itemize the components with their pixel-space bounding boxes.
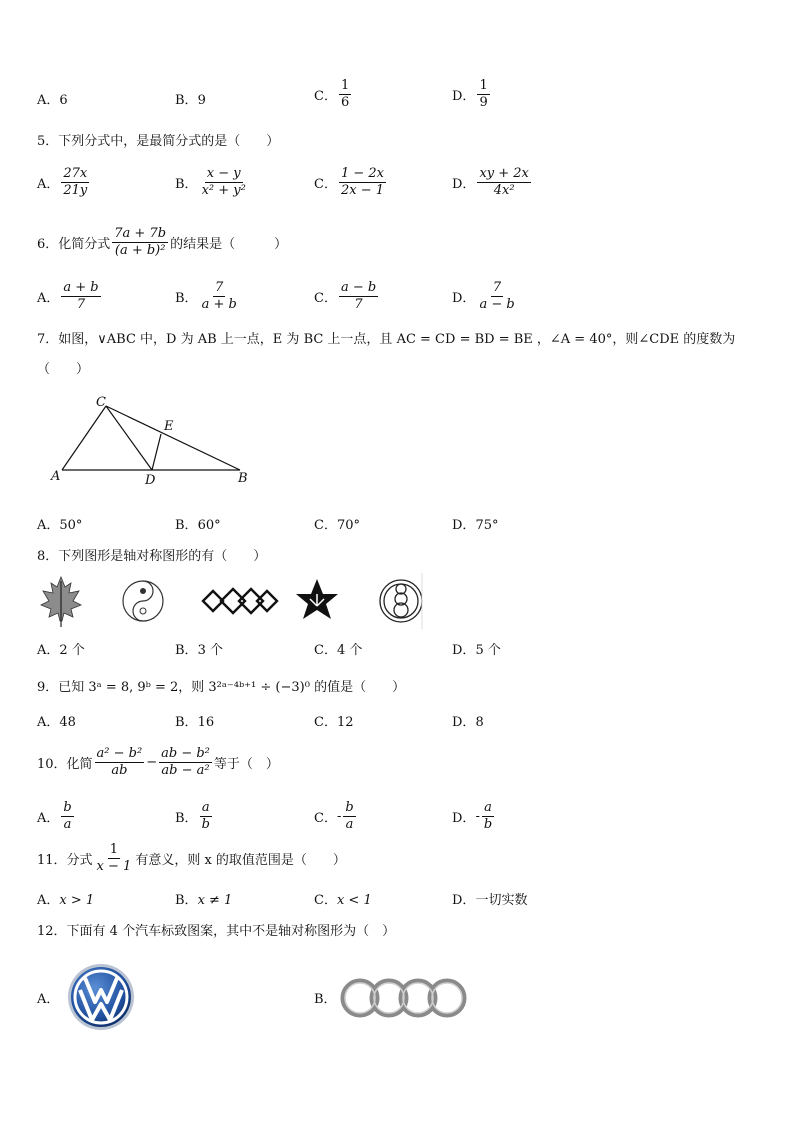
q11-option-a: A．x > 1	[37, 893, 95, 908]
q4-option-d: D． $\frac{1}{9}$	[452, 78, 488, 110]
q11-option-b: B．x ≠ 1	[175, 893, 233, 908]
q11-stem: 11．分式 $\frac{1}{x - 1}$ 有意义，则 x 的取值范围是（ ）	[37, 842, 346, 874]
q6-option-d: D． $\frac{7}{a - b}$	[452, 280, 515, 312]
label-c: C	[96, 395, 106, 410]
q8-option-b: B．3 个	[175, 643, 223, 658]
q9-option-d: D．8	[452, 715, 484, 730]
q4-option-b: B．9	[175, 93, 206, 108]
q10-option-c: C．- $\frac{b}{a}$	[314, 800, 354, 832]
q11-option-d: D．一切实数	[452, 893, 528, 908]
volkswagen-logo-icon	[66, 962, 136, 1032]
label-e: E	[164, 419, 174, 434]
label-a: A	[51, 469, 61, 484]
triangle-figure	[48, 392, 258, 492]
knot-pattern-icon	[203, 589, 277, 613]
q5-option-d: D． $\frac{xy + 2x}{\text{4x²}}$	[452, 166, 529, 198]
q12-option-b-label: B．	[314, 992, 337, 1007]
q4-option-a: A．6	[37, 93, 68, 108]
q7-option-a: A．50°	[37, 518, 83, 533]
label-b: B	[238, 471, 248, 486]
q5-option-c: C． $\frac{1 - 2x}{2x - 1}$	[314, 166, 384, 198]
q12-stem: 12．下面有 4 个汽车标致图案，其中不是轴对称图形为（ ）	[37, 924, 396, 939]
q9-option-c: C．12	[314, 715, 354, 730]
q6-option-a: A． $\frac{a + b}{7}$	[37, 280, 99, 312]
q10-option-d: D．- $\frac{a}{b}$	[452, 800, 493, 832]
taiji-icon	[123, 581, 163, 621]
q12-option-a-label: A．	[37, 992, 60, 1007]
q8-figures	[35, 573, 427, 629]
q5-stem: 5．下列分式中，是最简分式的是（ ）	[37, 134, 280, 149]
q9-option-a: A．48	[37, 715, 76, 730]
q6-option-c: C． $\frac{a - b}{7}$	[314, 280, 377, 312]
q7-stem: 7．如图，∨ABC 中，D 为 AB 上一点，E 为 BC 上一点，且 AC = CD = BD = BE ，∠A = 40°，则∠CDE 的度数为	[37, 332, 736, 347]
q8-option-c: C．4 个	[314, 643, 363, 658]
q10-option-b: B． $\frac{a}{b}$	[175, 800, 210, 832]
audi-rings-logo-icon	[338, 974, 472, 1022]
maple-leaf-icon	[41, 577, 81, 627]
q5-option-b: B． $\frac{x - y}{\text{x² + y²}}$	[175, 166, 246, 198]
q8-option-d: D．5 个	[452, 643, 501, 658]
label-d: D	[145, 473, 156, 488]
q7-stem-paren: （ ）	[37, 362, 90, 377]
q8-option-a: A．2 个	[37, 643, 85, 658]
q5-option-a: A． $\frac{27x}{21y}$	[37, 166, 88, 198]
q9-option-b: B．16	[175, 715, 215, 730]
q8-stem: 8．下列图形是轴对称图形的有（ ）	[37, 549, 267, 564]
nested-circles-icon	[380, 580, 422, 622]
q10-stem: 10．化简 $\frac{\text{a² − b²}}{ab}$ − $\frac{\text{ab − b²}}{\text{ab − a²}}$ 等于（ ）	[37, 746, 279, 778]
q7-option-b: B．60°	[175, 518, 221, 533]
q7-option-c: C．70°	[314, 518, 360, 533]
q4-option-c: C． $\frac{1}{6}$	[314, 78, 350, 110]
q9-stem: 9．已知 3ᵃ = 8, 9ᵇ = 2，则 3²ᵃ⁻⁴ᵇ⁺¹ ÷ (−3)⁰ 的值是（ ）	[37, 680, 406, 695]
q6-option-b: B． $\frac{7}{a + b}$	[175, 280, 237, 312]
q11-option-c: C．x < 1	[314, 893, 372, 908]
star-flower-icon	[296, 579, 338, 619]
q6-stem: 6．化简分式 $\frac{7a + 7b}{\text{(a + b)²}}$ 的结果是（ ）	[37, 226, 288, 258]
q7-option-d: D．75°	[452, 518, 499, 533]
q10-option-a: A． $\frac{b}{a}$	[37, 800, 72, 832]
